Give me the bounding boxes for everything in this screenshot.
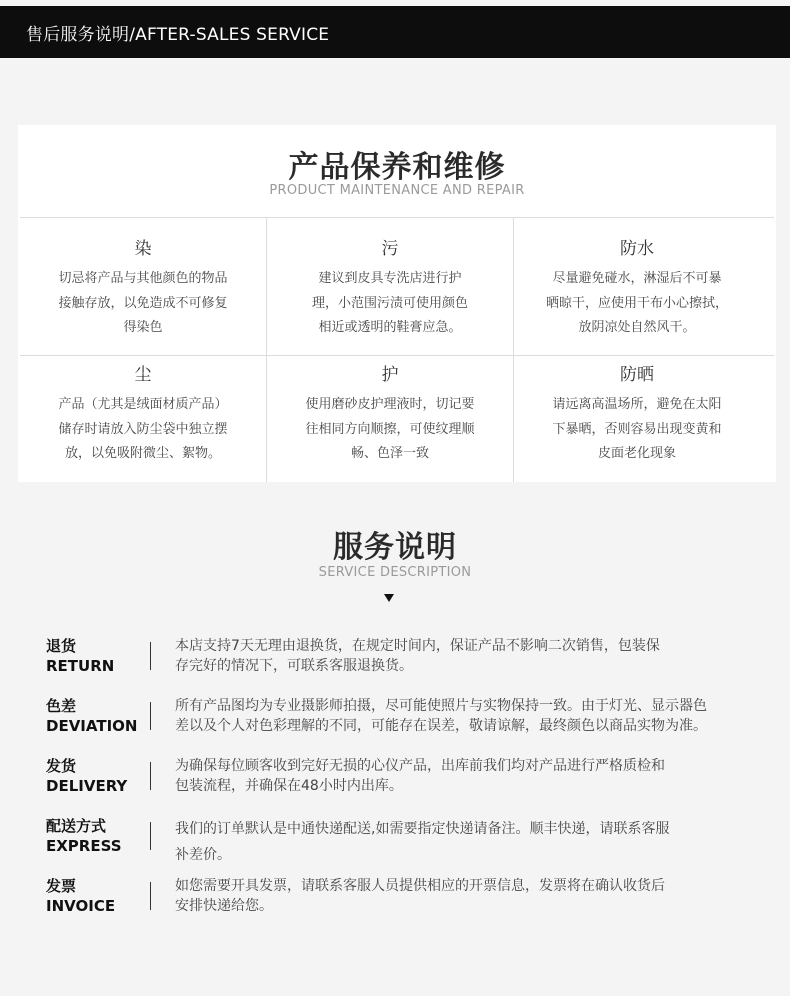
service-label (46, 696, 146, 736)
label-cn: 配送方式 (46, 817, 107, 835)
care-line: 得染色 (123, 320, 163, 335)
care-cell-body (267, 393, 513, 467)
care-line: 切忌将产品与其他颜色的物品 (58, 271, 228, 286)
label-en: DEVIATION (46, 717, 138, 735)
care-line: 请远离高温场所，避免在太阳 (552, 397, 722, 412)
grid-divider (20, 217, 774, 218)
care-cell-dust (20, 363, 266, 467)
care-cell-body (20, 393, 266, 467)
label-en: EXPRESS (46, 837, 122, 855)
service-text (175, 696, 745, 736)
maintenance-grid (20, 217, 774, 482)
service-row-express (46, 816, 756, 866)
care-cell-body (514, 393, 760, 467)
service-line: 存完好的情况下，可联系客服退换货。 (175, 658, 413, 674)
care-line: 往相同方向顺擦，可使纹理顺 (305, 421, 475, 437)
service-row-invoice (46, 876, 756, 926)
service-line: 我们的订单默认是中通快递配送,如需要指定快递请备注。顺丰快递，请联系客服 (175, 821, 670, 837)
service-text (175, 876, 745, 916)
care-line: 放阴凉处自然风干。 (578, 320, 696, 335)
service-label (46, 636, 146, 676)
service-subtitle: SERVICE DESCRIPTION (318, 565, 472, 580)
service-label (46, 756, 146, 796)
label-en: DELIVERY (46, 777, 128, 795)
row-separator (150, 822, 151, 850)
care-cell-title: 防晒 (620, 365, 654, 385)
care-cell-body (267, 267, 513, 341)
service-line: 本店支持7天无理由退换货，在规定时间内，保证产品不影响二次销售，包装保 (175, 638, 660, 654)
row-separator (150, 702, 151, 730)
care-line: 产品（尤其是绒面材质产品） (58, 397, 228, 412)
service-text (175, 636, 745, 676)
service-text (175, 756, 745, 796)
care-cell-body (20, 267, 266, 341)
row-separator (150, 642, 151, 670)
care-line: 畅、色泽一致 (350, 446, 429, 461)
service-label (46, 876, 146, 916)
service-row-delivery (46, 756, 756, 806)
care-line: 皮面老化现象 (597, 446, 676, 461)
service-label (46, 816, 146, 856)
care-line: 尽量避免碰水，淋湿后不可暴 (552, 271, 722, 286)
row-separator (150, 882, 151, 910)
label-cn: 色差 (46, 697, 77, 715)
service-row-deviation (46, 696, 756, 746)
care-cell-title: 护 (381, 365, 399, 385)
row-separator (150, 762, 151, 790)
care-cell-dye (20, 237, 266, 341)
maintenance-card (18, 125, 776, 482)
label-cn: 发票 (46, 877, 77, 895)
header-title: 售后服务说明/AFTER-SALES SERVICE (26, 24, 330, 45)
care-cell-title: 污 (381, 239, 399, 259)
care-cell-protect (267, 363, 513, 467)
label-en: INVOICE (46, 897, 116, 915)
service-line: 如您需要开具发票，请联系客服人员提供相应的开票信息，发票将在确认收货后 (175, 878, 665, 894)
care-line: 接触存放，以免造成不可修复 (58, 295, 228, 311)
header-bar (0, 6, 790, 58)
arrow-down-icon (384, 594, 394, 602)
service-line: 所有产品图均为专业摄影师拍摄，尽可能使照片与实物保持一致。由于灯光、显示器色 (175, 698, 707, 714)
maintenance-title: 产品保养和维修 (288, 150, 506, 185)
care-line: 下暴晒，否则容易出现变黄和 (552, 421, 722, 437)
care-line: 理，小范围污渍可使用颜色 (311, 295, 468, 311)
service-line: 安排快递给您。 (175, 898, 273, 914)
label-cn: 退货 (46, 637, 77, 655)
care-cell-waterproof (514, 237, 760, 341)
maintenance-subtitle: PRODUCT MAINTENANCE AND REPAIR (269, 183, 525, 198)
care-line: 建议到皮具专洗店进行护 (318, 271, 462, 286)
service-row-return (46, 636, 756, 686)
service-line: 包装流程，并确保在48小时内出库。 (175, 778, 403, 794)
grid-divider (20, 355, 774, 356)
care-cell-stain (267, 237, 513, 341)
care-cell-sunscreen (514, 363, 760, 467)
service-text (175, 816, 745, 868)
service-line: 为确保每位顾客收到完好无损的心仪产品，出库前我们均对产品进行严格质检和 (175, 758, 665, 774)
service-line: 补差价。 (175, 847, 231, 863)
service-line: 差以及个人对色彩理解的不同，可能存在误差，敬请谅解，最终颜色以商品实物为准。 (175, 718, 707, 734)
care-cell-title: 染 (134, 239, 152, 259)
care-cell-body (514, 267, 760, 341)
care-line: 使用磨砂皮护理液时，切记要 (305, 397, 475, 412)
care-cell-title: 防水 (620, 239, 654, 259)
care-line: 晒晾干，应使用干布小心擦拭， (545, 295, 728, 311)
care-line: 相近或透明的鞋膏应急。 (318, 320, 462, 335)
label-cn: 发货 (46, 757, 77, 775)
label-en: RETURN (46, 657, 115, 675)
care-line: 放，以免吸附微尘、絮物。 (64, 446, 221, 461)
care-cell-title: 尘 (134, 365, 152, 385)
service-title: 服务说明 (333, 530, 457, 565)
care-line: 储存时请放入防尘袋中独立摆 (58, 421, 228, 437)
